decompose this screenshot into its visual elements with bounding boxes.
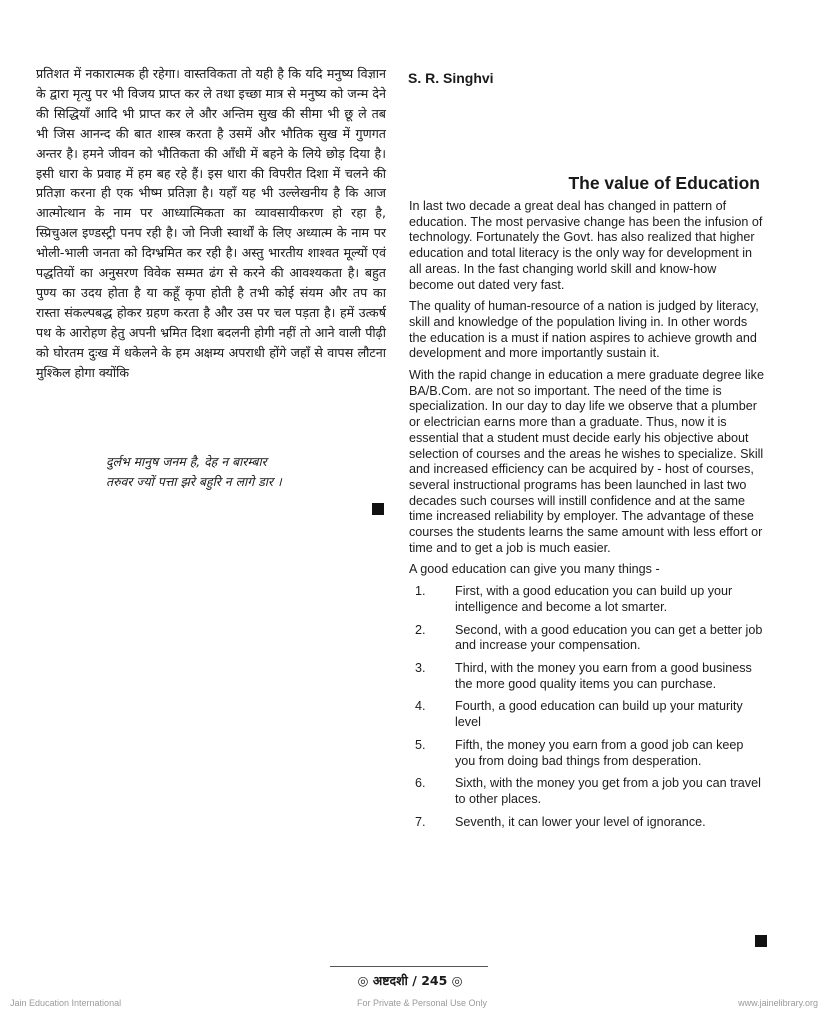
hindi-paragraph: प्रतिशत में नकारात्मक ही रहेगा। वास्तविकता तो यही है कि यदि मनुष्य विज्ञान के द्वारा मृत्यु पर भी विजय प्राप्त कर ले तथा इच्छा मात्र से मनुष्य को जन्म देने की सिद्धियाँ आदि भी प्राप्त कर ले और अन्तिम सुख की सीमा भी छू ले तब भी जिस आनन्द की बात शास्त्र करता है उसमें और भौतिक सुख में गुणगत अन्तर है। हमने जीवन को भौतिकता की आँधी में बहने के लिये छोड़ दिया है। इसी धारा के प्रवाह में हम बह रहे हैं। इस धारा की विपरीत दिशा में चलने की प्रतिज्ञा करना ही एक भीष्म प्रतिज्ञा है। यहाँ यह भी उल्लेखनीय है कि आज आत्मोत्थान के नाम पर आध्यात्मिकता का व्यावसायीकरण हो रहा है, स्प्रिचुअल इण्डस्ट्री पनप रही है। जो निजी स्वार्थों के लिए अध्यात्म के नाम पर भोली-भाली जनता को दिग्भ्रमित कर रही है। अस्तु भारतीय शाश्वत मूल्यों एवं पद्धतियों का अनुसरण विवेक सम्मत ढंग से करने की आवश्यकता है। बहुत पुण्य का उदय होता है या कहूँ कृपा होती है तभी कोई संयम और तप का रास्ता संकल्पबद्ध होकर ग्रहण करता है और उस पर चल पड़ता है। हमें उत्कर्ष पथ के आरोहण हेतु अपनी भ्रमित दिशा बदलनी होगी नहीं तो आने वाली पीढ़ी को घोरतम दुःख में धकेलने के हम अक्षम्य अपराधी होंगे जहाँ से वापस लौटना मुश्किल होगा क्योंकि (36, 66, 386, 380)
footer-left-note: Jain Education International (10, 998, 122, 1008)
body-paragraph-2: The quality of human-resource of a nation is judged by literacy, skill and knowledge of the population living in. In other words the education is a must if nation aspires to achieve growth and development and more importantly sustain it. (409, 299, 759, 361)
section-end-square-right (755, 935, 767, 947)
body-paragraph-1: In last two decade a great deal has changed in pattern of education. The most pervasive change has been the infusion of technology. Fortunately the Govt. has also realized that higher education and total literacy is the only way for development in all areas. In the fast changing world skill and know-how become out dated very fast. (409, 199, 763, 292)
couplet-line-1: दुर्लभ मानुष जनम है, देह न बारम्बार (106, 454, 267, 469)
list-item: 5. Fifth, the money you earn from a good job can keep you from doing bad things from desperation. (415, 737, 744, 768)
couplet-line-2: तरुवर ज्यों पत्ता झरे बहुरि न लागे डार । (106, 474, 282, 489)
body-paragraph-3: With the rapid change in education a mere graduate degree like BA/B.Com. are not so important. The need of the time is specialization. In our day to day life we observe that a plumber or electrician earns more than a graduate. Thus, now it is essential that a student must decide early his objective about selection of courses and the areas he wishes to specialize. Skill and increased efficiency can be acquired by - host of courses, several instructional programs has been launched in last two decades such courses will instill confidence and at the same time increased reliability by employer. The advantage of these courses the students learns the same amount with less effort or time and to get a job is much easier. (409, 368, 764, 555)
list-item: 7. Seventh, it can lower your level of ignorance. (415, 814, 706, 829)
footer-rule (330, 966, 488, 967)
article-title: The value of Education (568, 173, 760, 193)
hindi-couplet (106, 452, 366, 492)
list-item: 2. Second, with a good education you can get a better job and increase your compensation. (415, 622, 763, 653)
footer-right-note: www.jainelibrary.org (738, 998, 818, 1008)
author-name: S. R. Singhvi (408, 70, 494, 86)
list-item: 3. Third, with the money you earn from a good business the more good quality items you can purchase. (415, 660, 752, 691)
page-folio: ◎ अष्टदशी / 245 ◎ (357, 973, 463, 988)
hindi-text-column (36, 64, 386, 383)
list-item: 6. Sixth, with the money you get from a job you can travel to other places. (415, 776, 761, 806)
english-text-column (409, 199, 764, 837)
list-item: 4. Fourth, a good education can build up your maturity level (415, 699, 743, 730)
list-item: 1. First, with a good education you can build up your intelligence and become a lot smarter. (415, 584, 733, 614)
footer-center-note: For Private & Personal Use Only (357, 998, 488, 1008)
section-end-square-left (372, 503, 384, 515)
benefits-list (409, 584, 764, 830)
list-intro: A good education can give you many things - (409, 562, 660, 577)
